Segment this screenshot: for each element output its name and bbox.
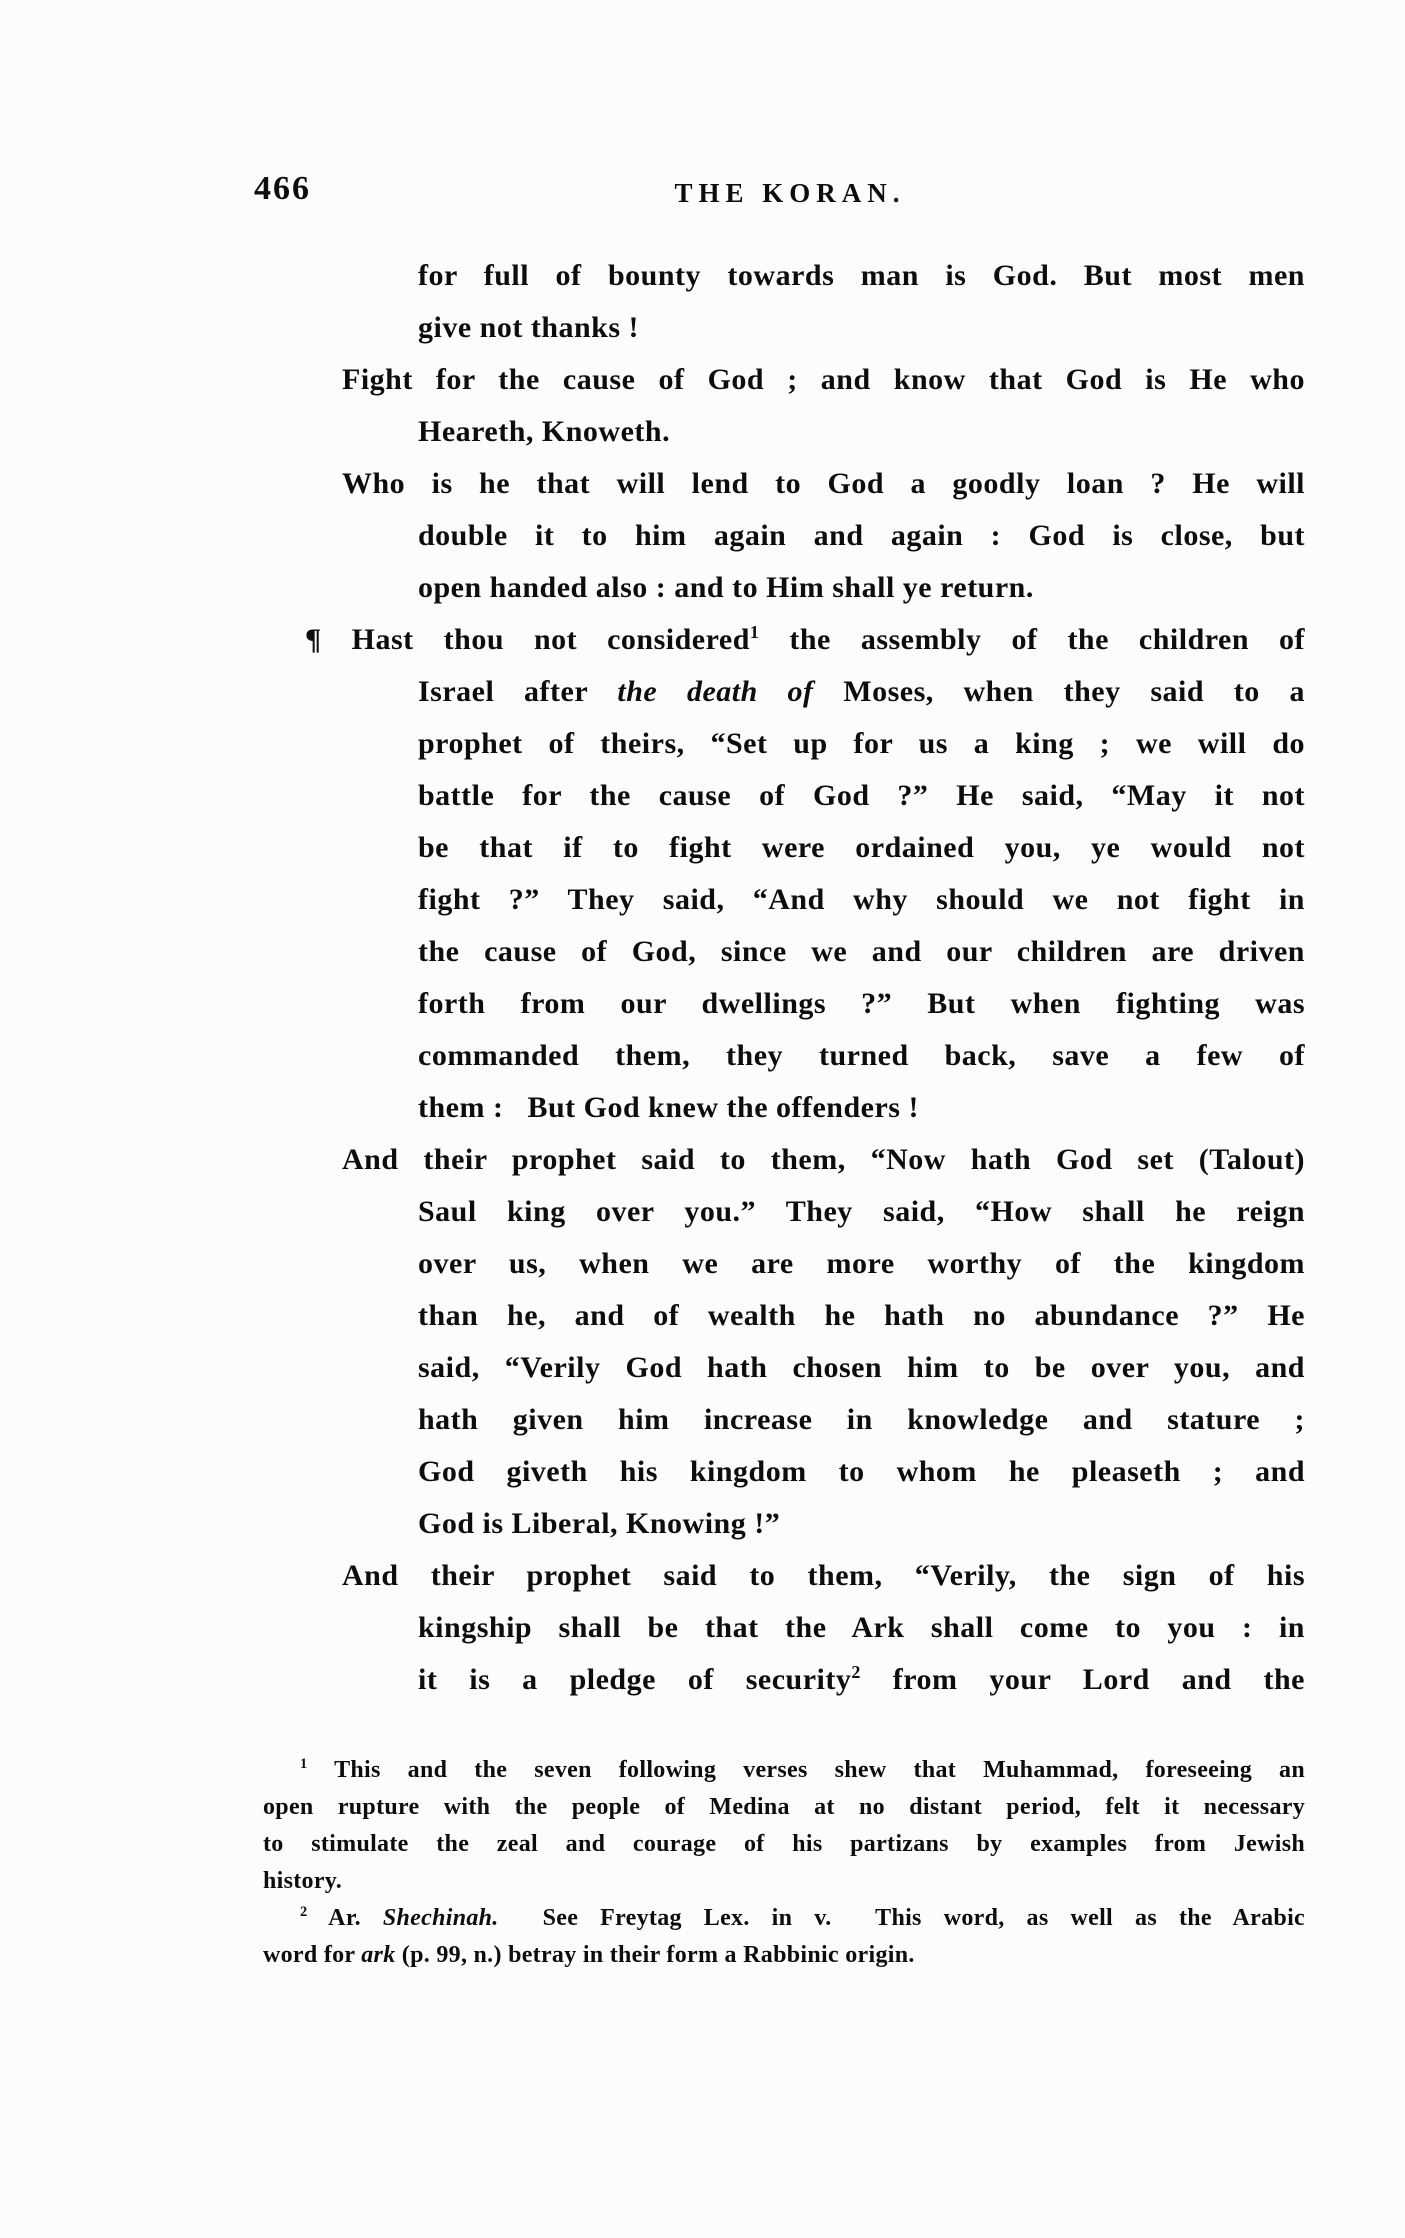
text-line: God is Liberal, Knowing !” [418, 1507, 781, 1540]
footnote-reference: 2 [851, 1662, 861, 1682]
verse-paragraph [305, 614, 1305, 1134]
text-line: be that if to fight were ordained you, ye would not [418, 831, 1305, 864]
text-line: And their prophet said to them, “Verily, the sign of his [342, 1559, 1305, 1592]
text-line: And their prophet said to them, “Now hath God set (Talout) [342, 1143, 1305, 1176]
text-line: Who is he that will lend to God a goodly loan ? He will [342, 467, 1305, 500]
body-text [305, 250, 1305, 1706]
text-line: Israel after the death of Moses, when they said to a [418, 675, 1305, 708]
verse-paragraph [342, 354, 1305, 458]
footnote [263, 1752, 1305, 1900]
page-number: 466 [254, 170, 311, 207]
footnote-reference: 1 [749, 622, 760, 642]
footnote-line: word for ark (p. 99, n.) betray in their form a Rabbinic origin. [263, 1942, 915, 1968]
footnote-line: open rupture with the people of Medina at no distant period, felt it necessary [263, 1794, 1305, 1820]
italic-text: the death of [617, 675, 814, 708]
text-line: give not thanks ! [418, 311, 640, 344]
footnote-line: to stimulate the zeal and courage of his partizans by examples from Jewish [263, 1831, 1305, 1857]
text-line: it is a pledge of security$^2$ from your Lord and the [418, 1662, 1305, 1696]
text-line: hath given him increase in knowledge and stature ; [418, 1403, 1305, 1436]
text-line: than he, and of wealth he hath no abundance ?” He [418, 1299, 1305, 1332]
text-line: Fight for the cause of God ; and know that God is He who [342, 363, 1305, 396]
footnote-reference: 2 [300, 1904, 308, 1920]
verse-paragraph [342, 1134, 1305, 1550]
footnote [263, 1900, 1305, 1974]
text-line: over us, when we are more worthy of the kingdom [418, 1247, 1305, 1280]
italic-text: Shechinah. [382, 1905, 499, 1931]
text-line: prophet of theirs, “Set up for us a king ; we will do [418, 727, 1305, 760]
text-line: forth from our dwellings ?” But when fighting was [418, 987, 1305, 1020]
text-line: ¶ Hast thou not considered$^1$ the assembly of the children of [305, 622, 1305, 656]
footnote-line: $^1$ This and the seven following verses shew that Muhammad, foreseeing an [300, 1756, 1305, 1783]
footnotes [263, 1752, 1305, 1974]
verse-paragraph [418, 250, 1305, 354]
running-header: THE KORAN. [674, 178, 906, 208]
text-line: fight ?” They said, “And why should we not fight in [418, 883, 1305, 916]
text-line: Saul king over you.” They said, “How shall he reign [418, 1195, 1305, 1228]
footnote-line: history. [263, 1868, 343, 1894]
text-line: kingship shall be that the Ark shall come to you : in [418, 1611, 1305, 1644]
verse-paragraph [342, 1550, 1305, 1706]
text-line: Heareth, Knoweth. [418, 415, 671, 448]
italic-text: ark [361, 1942, 396, 1968]
footnote-reference: 1 [300, 1756, 308, 1772]
text-line: the cause of God, since we and our children are driven [418, 935, 1305, 968]
text-line: them : But God knew the offenders ! [418, 1091, 919, 1124]
text-line: open handed also : and to Him shall ye return. [418, 571, 1034, 604]
text-line: for full of bounty towards man is God. But most men [418, 259, 1305, 292]
footnote-line: $^2$ Ar. Shechinah. See Freytag Lex. in v. This word, as well as the Arabic [300, 1904, 1305, 1931]
text-line: God giveth his kingdom to whom he pleaseth ; and [418, 1455, 1305, 1488]
text-line: commanded them, they turned back, save a few of [418, 1039, 1305, 1072]
verse-paragraph [342, 458, 1305, 614]
text-line: battle for the cause of God ?” He said, “May it not [418, 779, 1305, 812]
text-line: double it to him again and again : God is close, but [418, 519, 1305, 552]
text-line: said, “Verily God hath chosen him to be over you, and [418, 1351, 1305, 1384]
